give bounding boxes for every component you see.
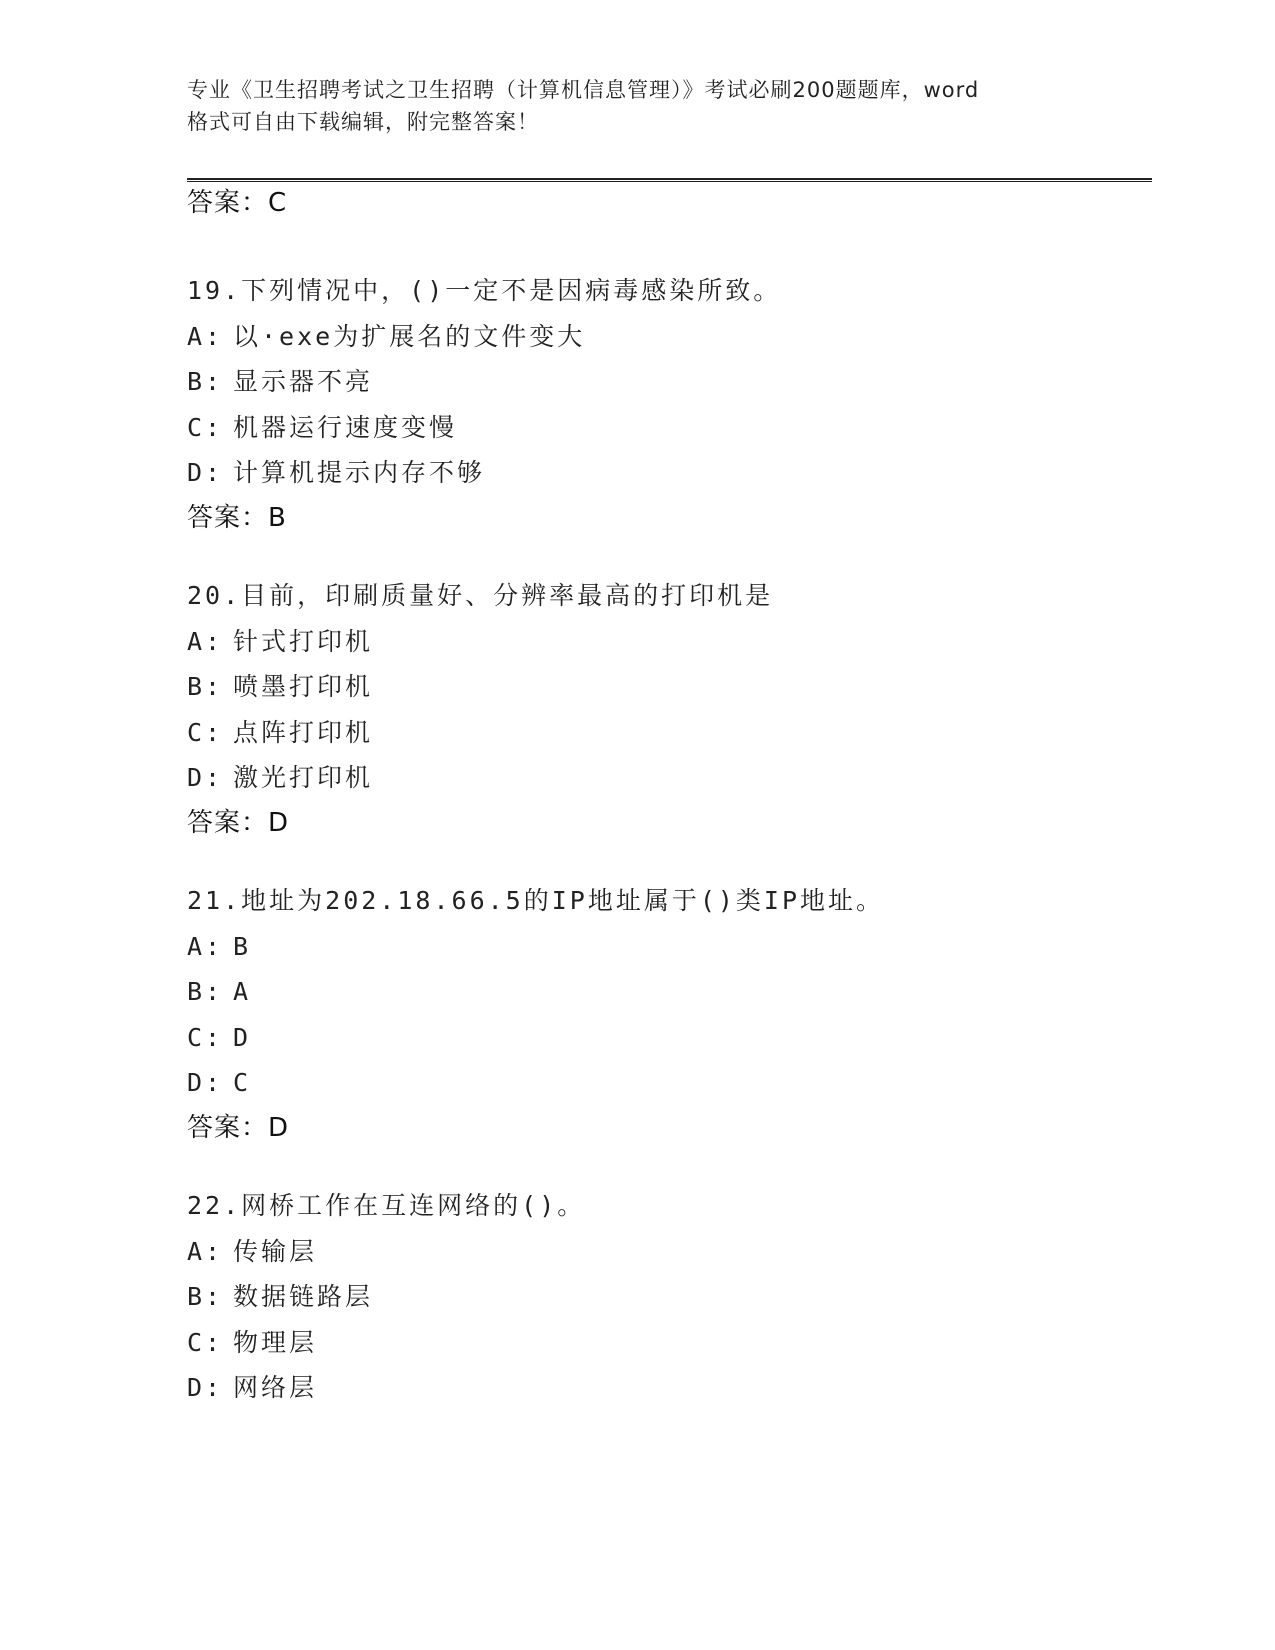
option-text: 针式打印机 (233, 626, 374, 656)
option-key: B: (187, 1282, 224, 1311)
option-text: 物理层 (233, 1327, 318, 1357)
question-stem: 22.网桥工作在互连网络的()。 (187, 1191, 586, 1220)
option-c (187, 710, 1147, 756)
option-c (187, 1015, 1147, 1061)
option-b (187, 359, 1147, 405)
question-22 (187, 1183, 1147, 1411)
question-21 (187, 878, 1147, 1151)
document-header (187, 74, 1087, 138)
option-text: 以·exe为扩展名的文件变大 (233, 321, 586, 351)
question-19 (187, 268, 1147, 541)
option-a (187, 1229, 1147, 1275)
answer-text: 答案：C (187, 188, 288, 218)
option-key: C: (187, 1022, 224, 1052)
option-text: C (233, 1068, 252, 1097)
previous-answer-block (187, 181, 1147, 226)
option-a (187, 314, 1147, 360)
question-stem: 20.目前，印刷质量好、分辨率最高的打印机是 (187, 581, 774, 610)
header-line-2: 格式可自由下载编辑，附完整答案！ (187, 110, 539, 134)
option-text: 传输层 (233, 1236, 318, 1266)
question-stem: 19.下列情况中，()一定不是因病毒感染所致。 (187, 276, 782, 305)
option-key: B: (187, 367, 224, 396)
option-text: 喷墨打印机 (233, 672, 374, 701)
option-d (187, 1060, 1147, 1106)
option-b (187, 664, 1147, 710)
option-d (187, 1365, 1147, 1411)
option-a (187, 619, 1147, 665)
option-text: 点阵打印机 (233, 717, 374, 747)
option-b (187, 1274, 1147, 1320)
answer-text: 答案：D (187, 807, 290, 838)
option-key: D: (187, 458, 224, 487)
option-c (187, 1320, 1147, 1366)
option-d (187, 450, 1147, 496)
answer-text: 答案：D (187, 1112, 290, 1143)
option-text: 网络层 (233, 1373, 318, 1402)
option-text: A (233, 977, 252, 1006)
question-20 (187, 573, 1147, 846)
option-b (187, 969, 1147, 1015)
header-line-1: 专业《卫生招聘考试之卫生招聘（计算机信息管理）》考试必刷200题题库，word (187, 78, 980, 102)
option-key: B: (187, 977, 224, 1006)
option-key: D: (187, 1373, 224, 1402)
option-key: D: (187, 763, 224, 792)
option-text: D (233, 1022, 252, 1052)
option-key: C: (187, 717, 224, 747)
option-key: A: (187, 931, 224, 961)
option-key: A: (187, 321, 224, 351)
option-c (187, 405, 1147, 451)
option-key: A: (187, 626, 224, 656)
option-text: B (233, 931, 252, 961)
option-text: 显示器不亮 (233, 367, 374, 396)
option-key: C: (187, 412, 224, 442)
option-text: 机器运行速度变慢 (233, 412, 458, 442)
option-key: B: (187, 672, 224, 701)
option-text: 计算机提示内存不够 (233, 458, 486, 487)
option-a (187, 924, 1147, 970)
option-key: A: (187, 1236, 224, 1266)
option-d (187, 755, 1147, 801)
answer-text: 答案：B (187, 502, 287, 533)
option-text: 数据链路层 (233, 1282, 374, 1311)
option-text: 激光打印机 (233, 763, 374, 792)
option-key: C: (187, 1327, 224, 1357)
question-stem: 21.地址为202.18.66.5的IP地址属于()类IP地址。 (187, 886, 885, 915)
option-key: D: (187, 1068, 224, 1097)
